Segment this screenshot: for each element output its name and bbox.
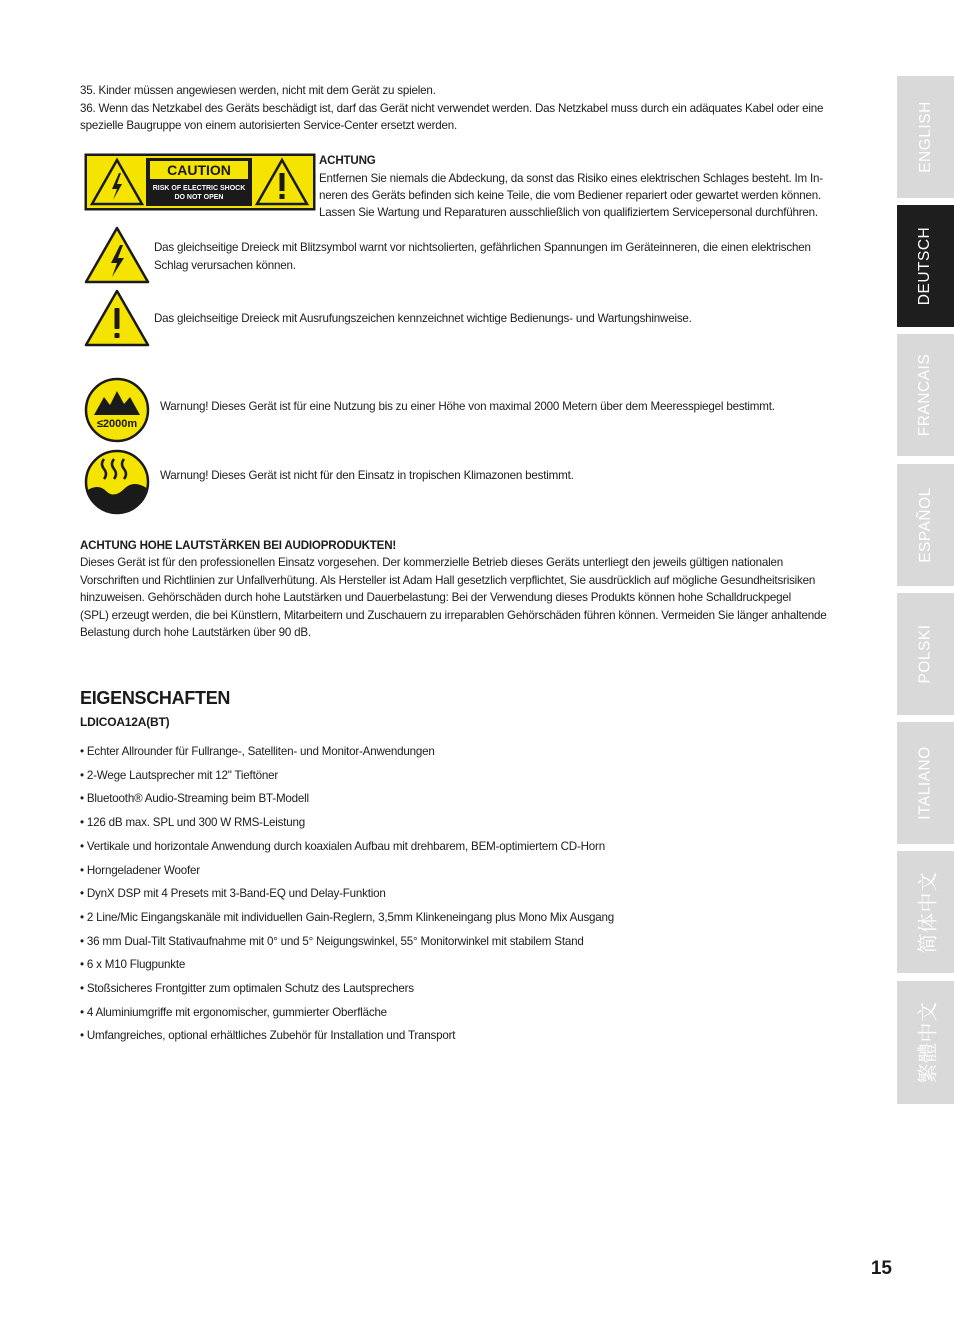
feature-item: • Vertikale und horizontale Anwendung durch koaxialen Aufbau mit drehbarem, BEM-optimiertem CD-Horn	[80, 839, 605, 853]
achtung-line3: Lassen Sie Wartung und Reparaturen ausschließlich von qualifiziertem Servicepersonal durchführen.	[319, 206, 818, 219]
caution-label-title: CAUTION	[167, 162, 231, 178]
audio-warning-line2: Vorschriften und Richtlinien zur Unfallverhütung. Als Hersteller ist Adam Hall gesetzlich verpflichtet, Sie ausdrücklich auf mögliche Gesundheitsrisiken	[80, 574, 816, 587]
caution-label-icon	[84, 153, 316, 211]
audio-warning-line3: hinzuweisen. Gehörschäden durch hohe Lautstärken und Dauerbelastung: Bei der Verwendung dieses Produkts können hohe Schalldruckpegel	[80, 591, 791, 604]
tab-deutsch[interactable]	[897, 205, 954, 327]
tropical-warning-text: Warnung! Dieses Gerät ist nicht für den Einsatz in tropischen Klimazonen bestimmt.	[160, 469, 574, 482]
tab-italiano[interactable]	[897, 722, 954, 844]
feature-item: • 2-Wege Lautsprecher mit 12" Tieftöner	[80, 768, 279, 782]
safety-item-36-line2: spezielle Baugruppe von einem autorisierten Service-Center ersetzt werden.	[80, 119, 458, 132]
page-number: 15	[870, 1258, 892, 1279]
lightning-warning-line2: Schlag verursachen können.	[154, 259, 296, 272]
exclamation-warning-text: Das gleichseitige Dreieck mit Ausrufungszeichen kennzeichnet wichtige Bedienungs- und Wartungshinweise.	[154, 312, 692, 325]
tab-francais[interactable]	[897, 334, 954, 456]
audio-warning-heading: ACHTUNG HOHE LAUTSTÄRKEN BEI AUDIOPRODUKTEN!	[80, 539, 397, 552]
lightning-warning-line1: Das gleichseitige Dreieck mit Blitzsymbol warnt vor nichtsolierten, gefährlichen Spannungen im Geräteinneren, die einen elektrischen	[154, 241, 811, 254]
tab-francais-label: FRANCAIS	[916, 353, 934, 437]
achtung-heading: ACHTUNG	[319, 154, 376, 167]
tab-espanol[interactable]	[897, 464, 954, 586]
achtung-line2: neren des Geräts befinden sich keine Teile, die vom Bediener repariert oder gewartet werden können.	[319, 189, 822, 202]
caution-label-line1: RISK OF ELECTRIC SHOCK	[152, 185, 246, 192]
tab-traditional-chinese[interactable]	[897, 981, 954, 1104]
audio-warning-line5: Belastung durch hohe Lautstärken über 90 dB.	[80, 626, 311, 639]
altitude-limit-icon	[84, 377, 150, 443]
feature-item: • Bluetooth® Audio-Streaming beim BT-Modell	[80, 792, 309, 806]
achtung-line1: Entfernen Sie niemals die Abdeckung, da sonst das Risiko eines elektrischen Schlages besteht. Im In-	[319, 172, 823, 185]
model-name: LDICOA12A(BT)	[80, 715, 170, 729]
altitude-warning-text: Warnung! Dieses Gerät ist für eine Nutzung bis zu einer Höhe von maximal 2000 Metern über dem Meeresspiegel bestimmt.	[160, 400, 775, 413]
feature-item: • Stoßsicheres Frontgitter zum optimalen Schutz des Lautsprechers	[80, 982, 414, 996]
safety-item-35: 35. Kinder müssen angewiesen werden, nicht mit dem Gerät zu spielen.	[80, 84, 436, 97]
features-title: EIGENSCHAFTEN	[80, 688, 231, 708]
feature-item: • 126 dB max. SPL und 300 W RMS-Leistung	[80, 816, 306, 830]
feature-item: • Echter Allrounder für Fullrange-, Satelliten- und Monitor-Anwendungen	[80, 745, 435, 758]
tab-simplified-chinese-label: 简体中文	[917, 871, 939, 953]
feature-item: • 4 Aluminiumgriffe mit ergonomischer, gummierter Oberfläche	[80, 1005, 387, 1019]
feature-item: • DynX DSP mit 4 Presets mit 3-Band-EQ und Delay-Funktion	[80, 887, 386, 901]
feature-item: • 36 mm Dual-Tilt Stativaufnahme mit 0° und 5° Neigungswinkel, 55° Monitorwinkel mit stabilem Stand	[80, 934, 584, 948]
feature-item: • Umfangreiches, optional erhältliches Zubehör für Installation und Transport	[80, 1029, 456, 1043]
tab-polski-label: POLSKI	[916, 624, 934, 684]
tab-traditional-chinese-label: 繁體中文	[917, 1001, 939, 1084]
tab-italiano-label: ITALIANO	[916, 746, 934, 820]
tropical-climate-icon	[84, 449, 150, 515]
feature-item: • 6 x M10 Flugpunkte	[80, 958, 186, 972]
tab-english-label: ENGLISH	[916, 101, 934, 173]
tab-polski[interactable]	[897, 593, 954, 715]
language-tabs	[897, 0, 954, 1339]
feature-item: • 2 Line/Mic Eingangskanäle mit individuellen Gain-Reglern, 3,5mm Klinkeneingang plus Mono Mix Ausgang	[80, 910, 615, 924]
feature-item: • Horngeladener Woofer	[80, 863, 200, 877]
safety-item-36-line1: 36. Wenn das Netzkabel des Geräts beschädigt ist, darf das Gerät nicht verwendet werden. Das Netzkabel muss durch ein adäquates Kabel oder eine	[80, 102, 824, 115]
tab-espanol-label: ESPAÑOL	[916, 487, 934, 563]
altitude-badge-text: ≤2000m	[96, 418, 138, 430]
caution-label-line2: DO NOT OPEN	[174, 194, 224, 201]
tab-simplified-chinese[interactable]	[897, 851, 954, 973]
audio-warning-line4: (SPL) erzeugt werden, die bei Künstlern, Mitarbeitern und Zuschauern zu irreparablen Gehörschäden führen können. Vermeiden Sie länger anhaltende	[80, 609, 827, 622]
tab-english[interactable]	[897, 76, 954, 198]
audio-warning-line1: Dieses Gerät ist für den professionellen Einsatz vorgesehen. Der kommerzielle Betrieb dieses Geräts unterliegt den jeweils gültigen nationalen	[80, 556, 784, 569]
exclamation-warning-icon	[83, 288, 151, 348]
tab-deutsch-label: DEUTSCH	[916, 226, 934, 306]
lightning-warning-icon	[83, 225, 151, 285]
features-list	[80, 740, 614, 1048]
